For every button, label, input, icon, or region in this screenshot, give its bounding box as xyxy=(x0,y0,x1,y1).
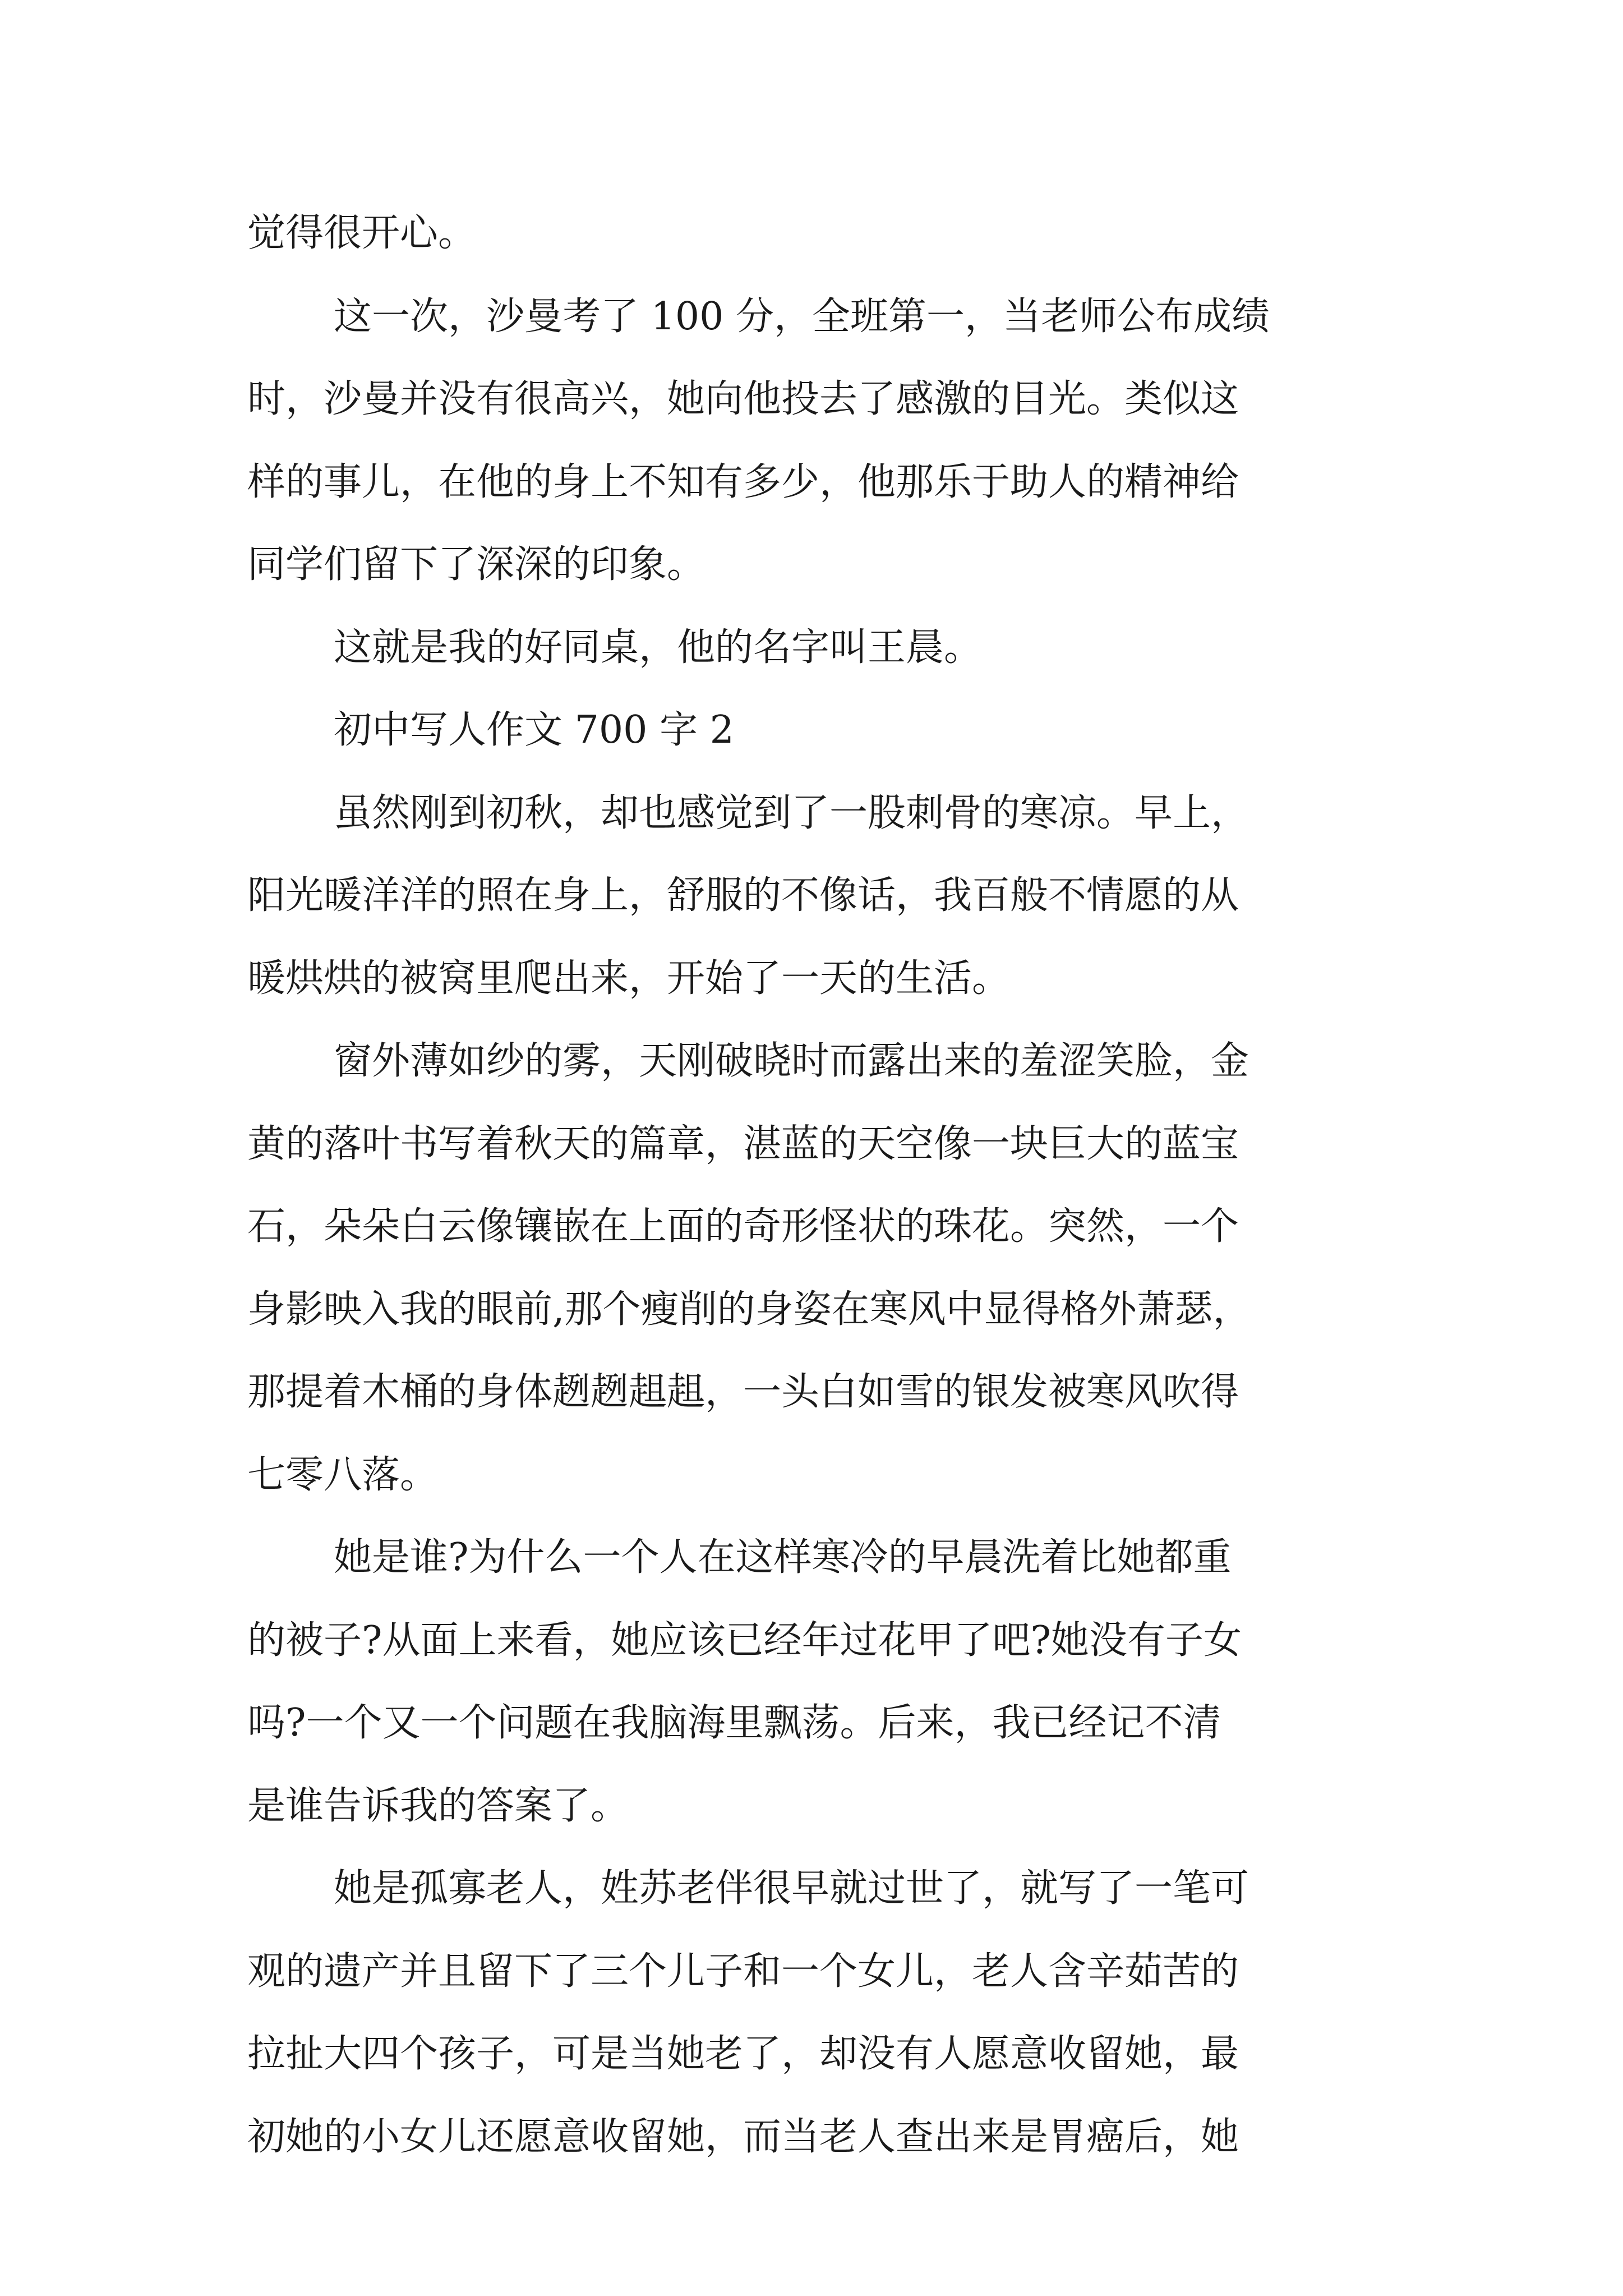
section-heading: 初中写人作文 700 字 2 xyxy=(334,708,734,752)
text-line: 窗外薄如纱的雾，天刚破晓时而露出来的羞涩笑脸，金 xyxy=(334,1039,1249,1083)
text-line: 石，朵朵白云像镶嵌在上面的奇形怪状的珠花。突然，一个 xyxy=(247,1204,1239,1249)
text-line: 那提着木桶的身体趔趔趄趄，一头白如雪的银发被寒风吹得 xyxy=(247,1370,1239,1414)
text-line: 拉扯大四个孩子，可是当她老了，却没有人愿意收留她，最 xyxy=(247,2032,1239,2076)
text-line: 观的遗产并且留下了三个儿子和一个女儿，老人含辛茹苦的 xyxy=(247,1949,1239,1994)
text-line: 这一次，沙曼考了 100 分，全班第一，当老师公布成绩 xyxy=(334,295,1270,339)
text-line: 阳光暖洋洋的照在身上，舒服的不像话，我百般不情愿的从 xyxy=(247,873,1239,918)
text-line: 样的事儿，在他的身上不知有多少，他那乐于助人的精神给 xyxy=(247,460,1239,504)
text-line: 是谁告诉我的答案了。 xyxy=(247,1784,629,1828)
text-line: 虽然刚到初秋，却也感觉到了一股刺骨的寒凉。早上， xyxy=(334,791,1249,835)
text-line: 暖烘烘的被窝里爬出来，开始了一天的生活。 xyxy=(247,956,1011,1001)
text-line: 觉得很开心。 xyxy=(247,211,477,255)
text-line: 吗?一个又一个问题在我脑海里飘荡。后来，我已经记不清 xyxy=(247,1701,1221,1745)
text-line: 身影映入我的眼前,那个瘦削的身姿在寒风中显得格外萧瑟， xyxy=(247,1287,1251,1332)
text-line: 初她的小女儿还愿意收留她，而当老人查出来是胃癌后，她 xyxy=(247,2115,1239,2159)
text-line: 同学们留下了深深的印象。 xyxy=(247,542,706,587)
text-line: 她是孤寡老人，姓苏老伴很早就过世了，就写了一笔可 xyxy=(334,1866,1249,1911)
text-line: 的被子?从面上来看，她应该已经年过花甲了吧?她没有子女 xyxy=(247,1618,1242,1663)
text-line: 黄的落叶书写着秋天的篇章，湛蓝的天空像一块巨大的蓝宝 xyxy=(247,1122,1239,1166)
text-line: 七零八落。 xyxy=(247,1453,439,1497)
text-line: 这就是我的好同桌，他的名字叫王晨。 xyxy=(334,625,983,670)
text-line: 她是谁?为什么一个人在这样寒冷的早晨洗着比她都重 xyxy=(334,1535,1232,1580)
text-line: 时，沙曼并没有很高兴，她向他投去了感激的目光。类似这 xyxy=(247,377,1239,421)
